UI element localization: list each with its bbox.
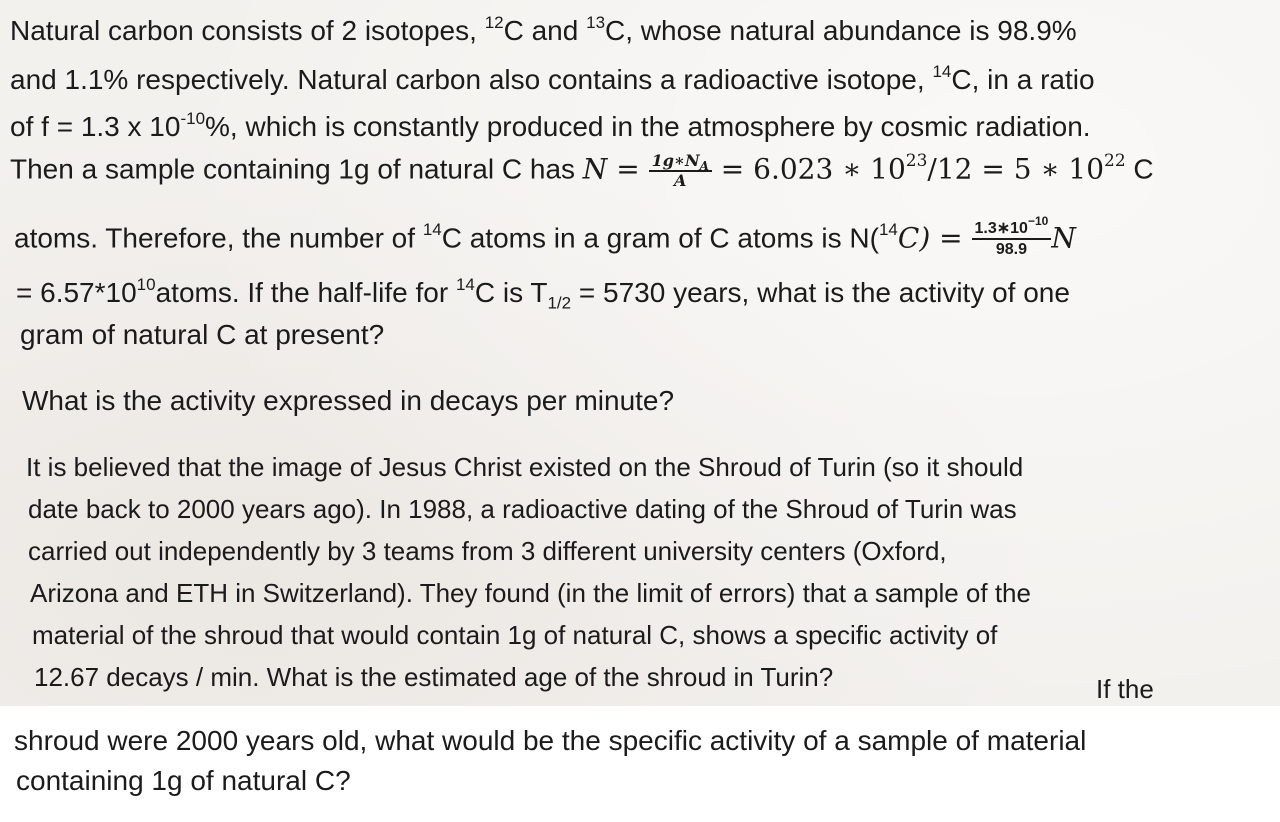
fraction-numerator xyxy=(972,213,1052,240)
superscript: 14 xyxy=(422,220,442,240)
math-text: = 6.023 ∗ 10 xyxy=(711,152,906,186)
text: C atoms in a gram of C atoms is N( xyxy=(441,222,879,254)
p1-line-4 xyxy=(10,152,1154,190)
text: atoms. If the half-life for xyxy=(155,277,456,308)
text: containing 1g of natural C? xyxy=(16,765,351,796)
p3-line-8 xyxy=(16,764,351,798)
fraction xyxy=(972,213,1052,260)
p3-line-3 xyxy=(28,534,947,568)
fraction-denominator: A xyxy=(674,171,687,190)
p3-line-4 xyxy=(30,576,1031,610)
fraction xyxy=(649,152,712,190)
text: date back to 2000 years ago). In 1988, a radioactive dating of the Shroud of Turin was xyxy=(28,494,1017,524)
superscript: -10 xyxy=(180,108,206,128)
text: C xyxy=(1125,153,1154,185)
text: What is the activity expressed in decays per minute? xyxy=(22,385,675,416)
superscript: 10 xyxy=(136,274,156,294)
text: gram of natural C at present? xyxy=(20,319,385,350)
math-text: C) = xyxy=(897,221,972,255)
p1-line-7 xyxy=(20,318,384,352)
text: Natural carbon consists of 2 isotopes, xyxy=(10,15,485,46)
math-symbol: N xyxy=(582,152,608,186)
math-symbol: N xyxy=(1051,221,1076,255)
subscript: A xyxy=(699,159,709,174)
superscript: 14 xyxy=(932,61,952,81)
text: shroud were 2000 years old, what would be the specific activity of a sample of material xyxy=(14,725,1087,756)
text: C, in a ratio xyxy=(951,64,1095,95)
text: and 1.1% respectively. Natural carbon also contains a radioactive isotope, xyxy=(10,64,933,95)
question-activity-per-minute xyxy=(22,384,674,418)
p3-line-5 xyxy=(32,618,997,652)
text: material of the shroud that would contain 1g of natural C, shows a specific activity of xyxy=(32,620,998,650)
p3-line-7 xyxy=(14,724,1086,758)
subscript: 1/2 xyxy=(547,293,572,313)
text: %, which is constantly produced in the atmosphere by cosmic radiation. xyxy=(205,111,1091,142)
text: carried out independently by 3 teams from 3 different university centers (Oxford, xyxy=(28,536,947,566)
text: Arizona and ETH in Switzerland). They found (in the limit of errors) that a sample of the xyxy=(30,578,1031,608)
math-text: /12 = 5 ∗ 10 xyxy=(927,152,1105,186)
text: = 5730 years, what is the activity of one xyxy=(571,277,1070,308)
text: If the xyxy=(1096,674,1154,704)
text: = 6.57*10 xyxy=(16,277,137,308)
text: C is T xyxy=(474,277,548,308)
p1-line-2 xyxy=(10,63,1095,97)
p3-line-6 xyxy=(34,660,833,694)
superscript: 14 xyxy=(878,220,898,240)
superscript: 23 xyxy=(905,151,928,172)
text: 12.67 decays / min. What is the estimated age of the shroud in Turin? xyxy=(34,662,834,692)
p1-line-5 xyxy=(14,213,1076,260)
p1-line-6 xyxy=(16,274,1070,313)
text: 1.3∗10 xyxy=(974,220,1028,237)
superscript: 13 xyxy=(586,12,606,32)
p1-line-3 xyxy=(10,110,1091,144)
text: of f = 1.3 x 10 xyxy=(10,111,181,142)
p3-line-1 xyxy=(26,450,1023,484)
superscript: 12 xyxy=(484,12,504,32)
text: Then a sample containing 1g of natural C has xyxy=(10,153,583,185)
text: 1g∗N xyxy=(651,151,700,170)
superscript: −10 xyxy=(1027,213,1049,228)
p3-line-2 xyxy=(28,492,1017,526)
superscript: 22 xyxy=(1104,151,1126,172)
text: It is believed that the image of Jesus Christ existed on the Shroud of Turin (so it should xyxy=(26,452,1024,482)
text: C and xyxy=(503,15,587,46)
fraction-denominator: 98.9 xyxy=(995,241,1027,258)
p3-line-6-tail xyxy=(1096,672,1154,706)
p1-line-1 xyxy=(10,14,1077,48)
superscript: 14 xyxy=(455,274,475,294)
text: C, whose natural abundance is 98.9% xyxy=(605,15,1077,46)
fraction-numerator xyxy=(649,152,712,172)
text: atoms. Therefore, the number of xyxy=(14,222,423,254)
math-text: = xyxy=(607,152,649,186)
